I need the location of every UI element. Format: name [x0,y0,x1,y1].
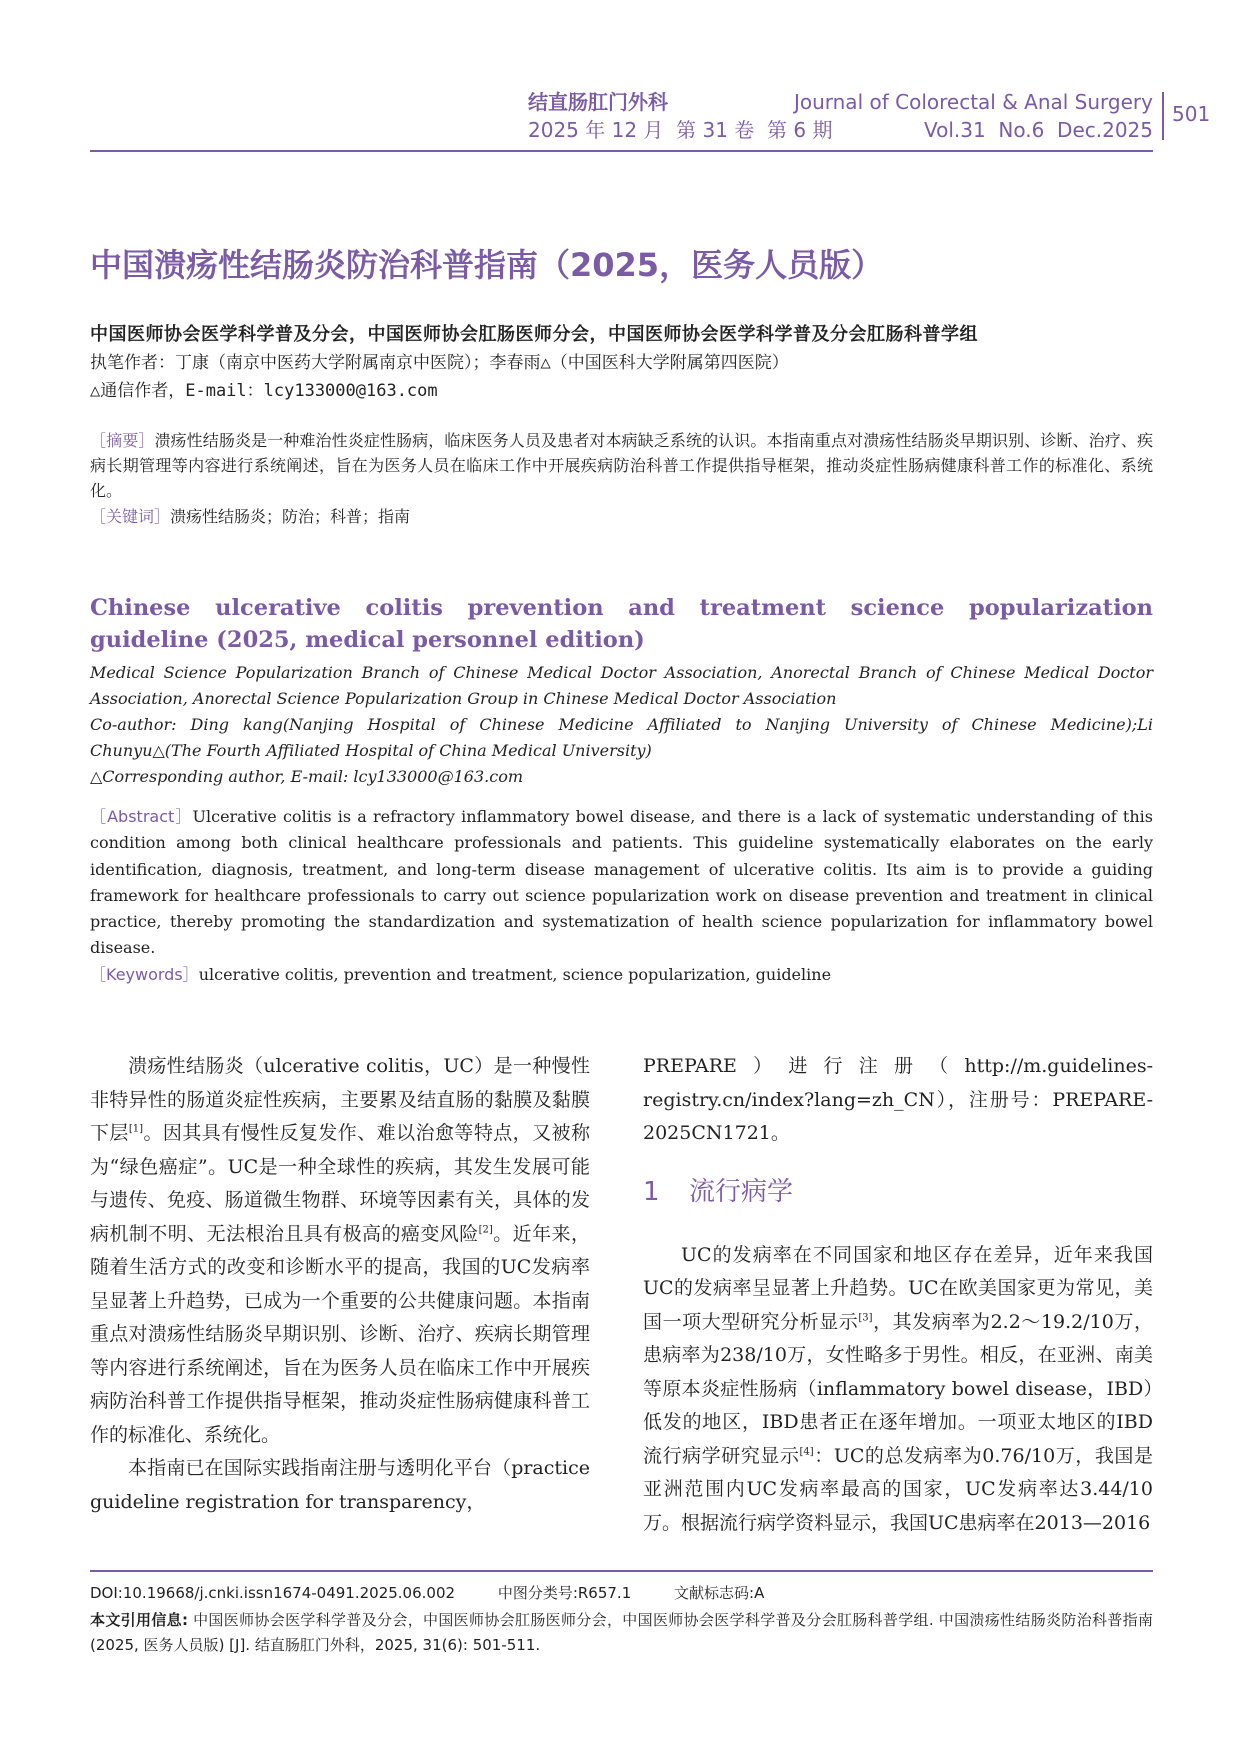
keywords-text-en: ulcerative colitis, prevention and treatment, science popularization, guideline [198,965,832,984]
keywords-text-cn: 溃疡性结肠炎；防治；科普；指南 [170,507,411,526]
section-title: 流行病学 [689,1176,794,1207]
article-title-cn: 中国溃疡性结肠炎防治科普指南（2025，医务人员版） [90,246,884,284]
intro-text-c: 。近年来，随着生活方式的改变和诊断水平的提高，我国的UC发病率呈显著上升趋势，已成为一个重要的公共健康问题。本指南重点对溃疡性结肠炎早期识别、诊断、治疗、疾病长期管理等内容进行系统阐述，旨在为医务人员在临床工作中开展疾病防治科普工作提供指导框架，推动炎症性肠病健康科普工作的标准化、系统化。 [90,1222,590,1446]
running-header [90,88,1211,148]
body-paragraph-intro [90,1050,590,1452]
reference-3[interactable]: [3] [858,1312,873,1324]
affiliation-en: Medical Science Popularization Branch of Chinese Medical Doctor Association, Anorectal Branch of Chinese Medical Doctor Association, Anorectal Science Popularization Group in Chinese Medical Doctor Association [90,663,1153,708]
keywords-cn [90,504,1153,529]
abstract-cn [90,428,1153,503]
header-divider [1162,92,1164,140]
abstract-text-en: Ulcerative colitis is a refractory inflammatory bowel disease, and there is a lack of systematic understanding of this condition among both clinical healthcare professionals and patients. This guideline systematically elaborates on the early identification, diagnosis, treatment, and long-term disease management of ulcerative colitis. Its aim is to provide a guiding framework for healthcare professionals to carry out science popularization work on disease prevention and treatment in clinical practice, thereby promoting the standardization and systematization of health science popularization for inflammatory bowel disease. [90,807,1153,958]
coauthor-en: Co-author: Ding kang(Nanjing Hospital of Chinese Medicine Affiliated to Nanjing University of Chinese Medicine);Li Chunyu△(The Fourth Affiliated Hospital of China Medical University) [90,715,1153,760]
body-paragraph-epidemiology [643,1239,1153,1541]
issue-cn: 2025 年 12 月 第 31 卷 第 6 期 [528,118,833,142]
keywords-en [90,962,1153,988]
footer-rule [90,1570,1153,1572]
keywords-label-en: ［Keywords］ [90,965,199,984]
registration-continuation: PREPARE）进行注册（http://m.guidelines-registry.cn/index?lang=zh_CN），注册号：PREPARE-2025CN1721。 [643,1055,1153,1144]
keywords-label-cn: ［关键词］ [90,507,171,526]
corresponding-author-en: △Corresponding author, E-mail: lcy133000@163.com [90,767,523,786]
abstract-en [90,804,1153,962]
footer-identifiers [90,1582,1153,1603]
epi-text-a: UC的发病率在不同国家和地区存在差异，近年来我国UC的发病率呈显著上升趋势。UC在欧美国家更为常见，美国一项大型研究分析显示 [643,1243,1153,1333]
citation-info [90,1608,1153,1658]
intro-text-b: 。因其具有慢性反复发作、难以治愈等特点，又被称为“绿色癌症”。UC是一种全球性的疾病，其发生发展可能与遗传、免疫、肠道微生物群、环境等因素有关，具体的发病机制不明、无法根治且具有极高的癌变风险 [90,1122,590,1245]
organizations-cn: 中国医师协会医学科学普及分会，中国医师协会肛肠医师分会，中国医师协会医学科学普及分会肛肠科普学组 [90,324,978,345]
doi[interactable]: DOI:10.19668/j.cnki.issn1674-0491.2025.06.002 [90,1584,456,1602]
page-number: 501 [1172,102,1211,126]
reference-1[interactable]: [1] [128,1123,144,1135]
section-number: 1 [643,1176,660,1207]
article-title-en: Chinese ulcerative colitis prevention and treatment science popularization guideline (2025, medical personnel edition) [90,595,1153,653]
journal-name-en: Journal of Colorectal & Anal Surgery [793,90,1153,114]
body-column-right [643,1050,1153,1540]
body-column-left [90,1050,590,1519]
reference-4[interactable]: [4] [799,1446,814,1458]
section-heading-epidemiology [643,1175,1153,1209]
citation-label: 本文引用信息: [90,1611,188,1629]
corresponding-author-cn: △通信作者，E-mail：lcy133000@163.com [90,381,438,401]
document-code: 文献标志码:A [674,1584,765,1602]
body-paragraph-registration: 本指南已在国际实践指南注册与透明化平台（practice guideline registration for transparency， [90,1457,590,1513]
intro-text-a: 溃疡性结肠炎（ulcerative colitis，UC）是一种慢性非特异性的肠道炎症性疾病，主要累及结直肠的黏膜及黏膜下层 [90,1055,590,1144]
abstract-text-cn: 溃疡性结肠炎是一种难治性炎症性肠病，临床医务人员及患者对本病缺乏系统的认识。本指南重点对溃疡性结肠炎早期识别、诊断、治疗、疾病长期管理等内容进行系统阐述，旨在为医务人员在临床工作中开展疾病防治科普工作提供指导框架，推动炎症性肠病健康科普工作的标准化、系统化。 [90,431,1153,500]
journal-name-cn: 结直肠肛门外科 [528,90,668,114]
issue-en: Vol.31 No.6 Dec.2025 [923,118,1153,142]
clc-number: 中图分类号:R657.1 [497,1584,632,1602]
author-line-cn: 执笔作者：丁康（南京中医药大学附属南京中医院）；李春雨△（中国医科大学附属第四医院） [90,353,789,373]
header-rule [90,150,1153,152]
abstract-label-en: ［Abstract］ [90,807,193,826]
abstract-label-cn: ［摘要］ [90,431,155,450]
citation-text: 中国医师协会医学科学普及分会，中国医师协会肛肠医师分会，中国医师协会医学科学普及分会肛肠科普学组. 中国溃疡性结肠炎防治科普指南(2025, 医务人员版) [J]. 结直肠肛门外科，2025, 31(6): 501-511. [90,1611,1154,1654]
epi-text-b: ，其发病率为2.2～19.2/10万，患病率为238/10万，女性略多于男性。相反，在亚洲、南美等原本炎症性肠病（inflammatory bowel disease，IBD）低发的地区，IBD患者正在逐年增加。一项亚太地区的IBD流行病学研究显示 [643,1310,1153,1467]
epi-text-c: ：UC的总发病率为0.76/10万，我国是亚洲范围内UC发病率最高的国家，UC发病率达3.44/10万。根据流行病学资料显示，我国UC患病率在2013—2016 [643,1444,1153,1534]
reference-2[interactable]: [2] [478,1224,493,1236]
journal-info [528,88,1153,144]
